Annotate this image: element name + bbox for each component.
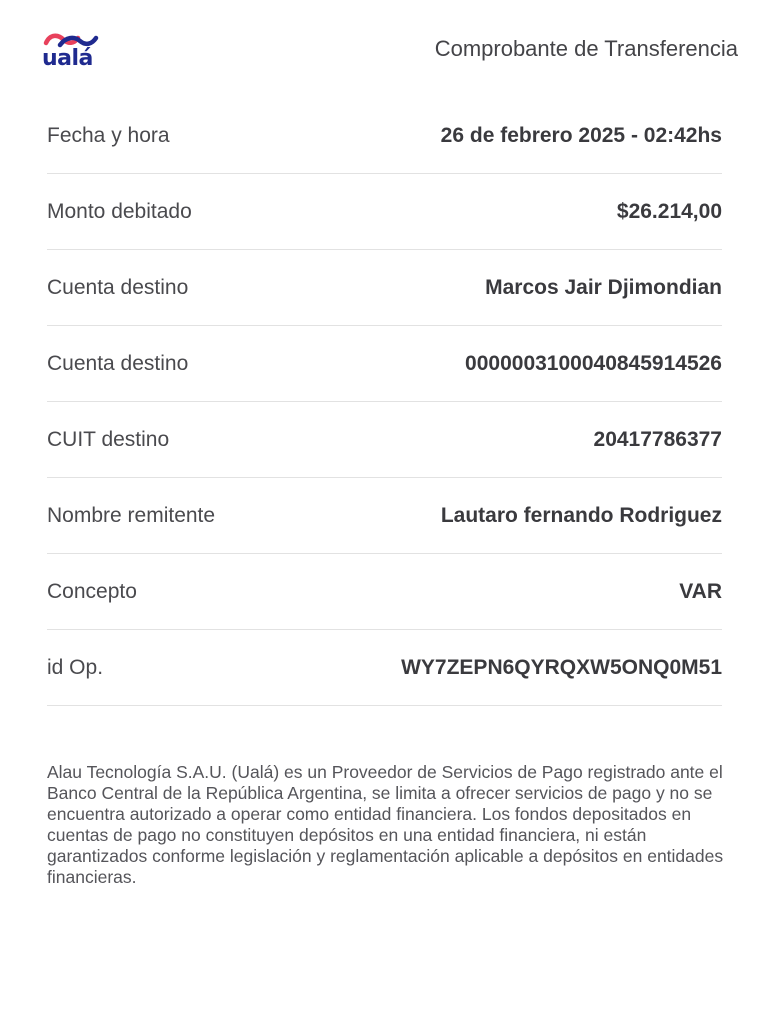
- detail-label: Nombre remitente: [47, 503, 216, 527]
- detail-value: VAR: [679, 579, 722, 603]
- detail-row-cuit: [47, 402, 722, 478]
- detail-value: WY7ZEPN6QYRQXW5ONQ0M51: [401, 655, 722, 679]
- page-title: Comprobante de Transferencia: [434, 36, 738, 61]
- detail-value: Lautaro fernando Rodriguez: [440, 503, 722, 527]
- detail-label: Monto debitado: [47, 199, 192, 223]
- detail-row-destination-account: [47, 326, 722, 402]
- receipt-header: [0, 0, 768, 96]
- detail-label: id Op.: [47, 655, 104, 679]
- detail-label: Cuenta destino: [47, 275, 189, 299]
- uala-logo: [40, 32, 106, 74]
- detail-row-concept: [47, 554, 722, 630]
- detail-value: 0000003100040845914526: [465, 351, 722, 375]
- detail-row-operation-id: [47, 630, 722, 706]
- transfer-details: [47, 98, 722, 706]
- detail-value: 20417786377: [593, 427, 722, 451]
- legal-disclaimer: Alau Tecnología S.A.U. (Ualá) es un Proveedor de Servicios de Pago registrado ante el Banco Central de la República Argentina, se limita a ofrecer servicios de pago y no se encuentra autorizado a operar como entidad financiera. Los fondos depositados en cuentas de pago no constituyen depósitos en una entidad financiera, ni están garantizados conforme legislación y reglamentación aplicable a depósitos en entidades financieras.: [47, 761, 724, 887]
- detail-row-destination-name: [47, 250, 722, 326]
- detail-label: Concepto: [47, 579, 137, 603]
- detail-row-amount: [47, 174, 722, 250]
- logo-text: ualá: [42, 46, 93, 71]
- detail-row-date: [47, 98, 722, 174]
- detail-label: CUIT destino: [47, 427, 170, 451]
- detail-label: Fecha y hora: [47, 123, 170, 147]
- detail-label: Cuenta destino: [47, 351, 189, 375]
- detail-value: $26.214,00: [616, 199, 722, 223]
- detail-value: 26 de febrero 2025 - 02:42hs: [440, 123, 722, 147]
- detail-value: Marcos Jair Djimondian: [485, 275, 722, 299]
- detail-row-sender: [47, 478, 722, 554]
